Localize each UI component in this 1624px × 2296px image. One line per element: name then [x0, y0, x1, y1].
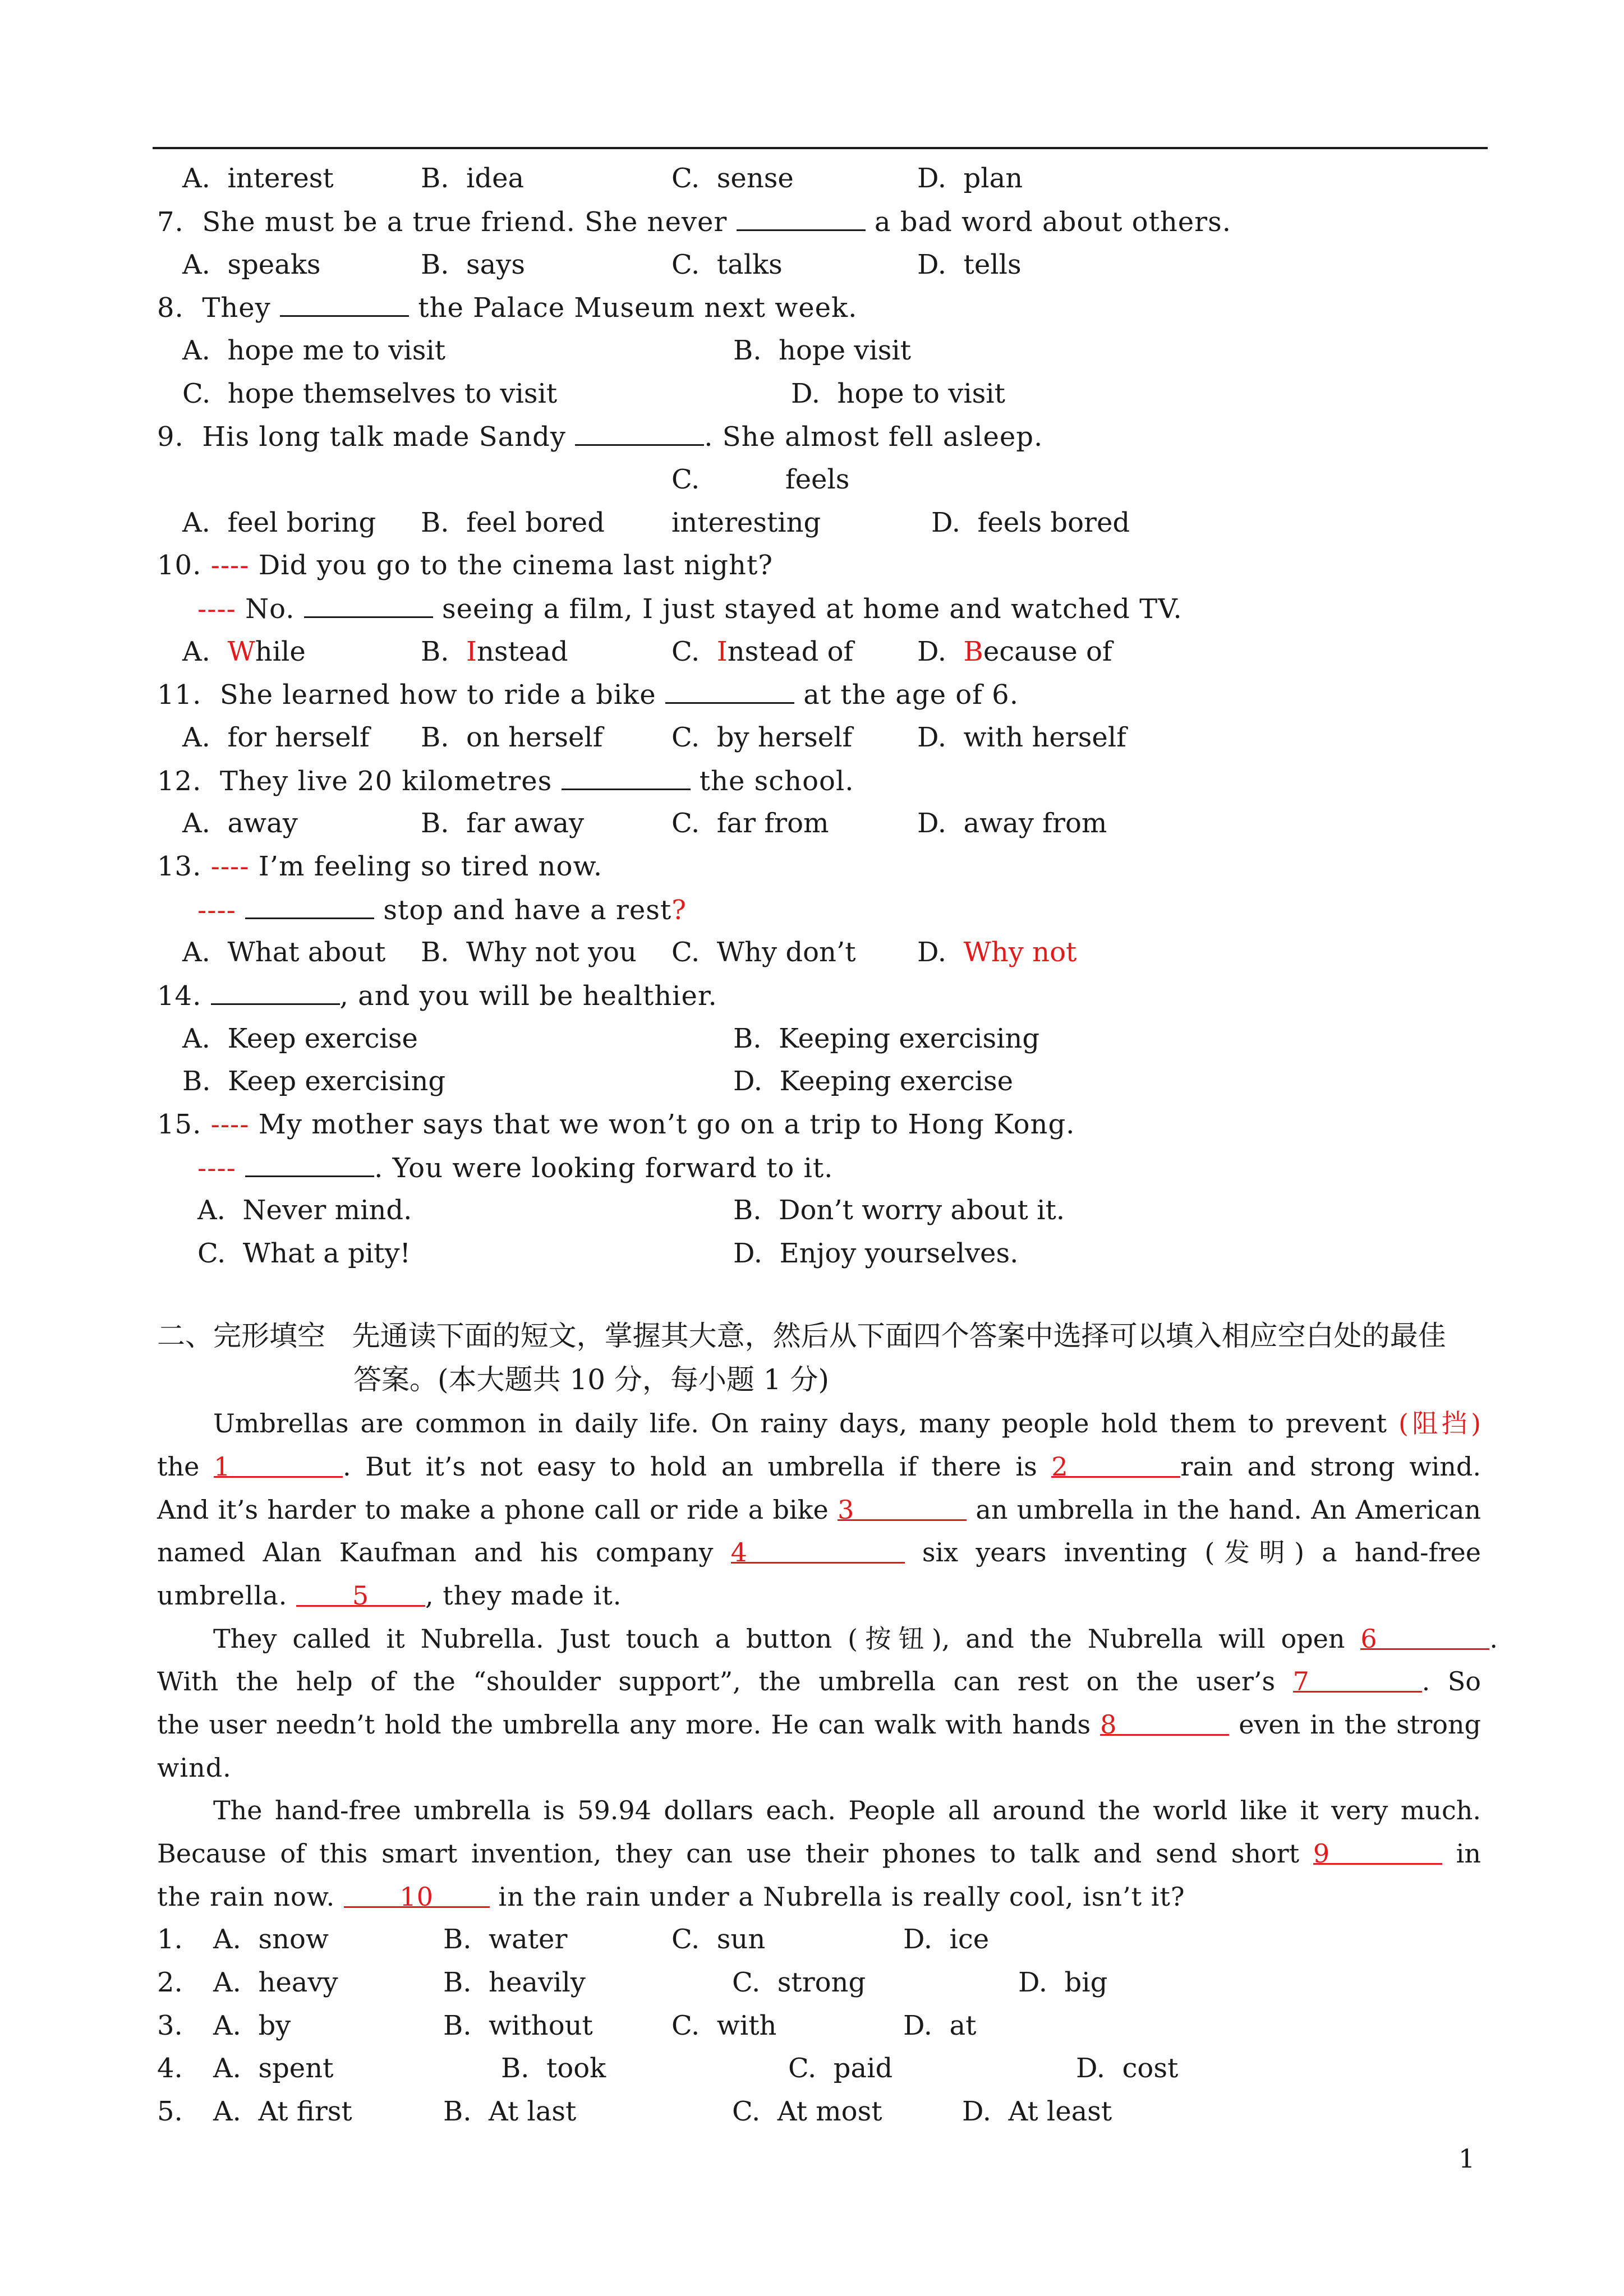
cloze-q3-option-c: C. with	[671, 2010, 777, 2041]
cloze-blank-3: 3	[838, 1495, 967, 1521]
q12-option-d: D. away from	[917, 808, 1107, 839]
cloze-q3-option-b: B. without	[443, 2010, 593, 2041]
q10-reply: ---- No. seeing a film, I just stayed at home and watched TV.	[197, 592, 1183, 626]
cloze-q1-option-c: C. sun	[671, 1924, 766, 1955]
cloze-blank-5: 5	[296, 1580, 425, 1607]
q8-option-a: A. hope me to visit	[182, 335, 446, 366]
q7-option-a: A. speaks	[182, 249, 321, 280]
cloze-q2-number: 2.	[157, 1967, 183, 1998]
cloze-q2-option-c: C. strong	[732, 1967, 866, 1998]
q15-option-a: A. Never mind.	[197, 1195, 412, 1226]
cloze-q5-option-c: C. At most	[732, 2096, 882, 2127]
cloze-p2-line4: wind.	[157, 1753, 232, 1783]
q10-option-a: A. While	[182, 636, 306, 667]
cloze-blank-1: 1	[214, 1451, 343, 1478]
q9-option-c-line1: C. feels	[671, 464, 850, 495]
q15-question: 15. ---- My mother says that we won’t go on a trip to Hong Kong.	[157, 1109, 1075, 1140]
q6-option-b: B. idea	[421, 163, 525, 194]
q12-option-a: A. away	[182, 808, 298, 839]
q9-option-b: B. feel bored	[421, 507, 605, 538]
header-rule	[153, 147, 1488, 149]
cloze-p2-line3: the user needn’t hold the umbrella any more. He can walk with hands 8 even in the strong	[157, 1709, 1481, 1740]
q8-option-d: D. hope to visit	[791, 378, 1005, 409]
q12-stem: 12. They live 20 kilometres the school.	[157, 764, 854, 798]
cloze-blank-7: 7	[1293, 1666, 1422, 1693]
cloze-q4-option-a: A. spent	[213, 2053, 334, 2084]
cloze-q1-option-d: D. ice	[903, 1924, 990, 1955]
q12-option-b: B. far away	[421, 808, 585, 839]
q13-reply: ---- stop and have a rest?	[197, 893, 687, 927]
cloze-blank-10: 10	[344, 1882, 490, 1908]
cloze-q5-option-d: D. At least	[962, 2096, 1112, 2127]
cloze-q1-number: 1.	[157, 1924, 183, 1955]
q13-option-c: C. Why don’t	[671, 937, 856, 968]
q6-option-c: C. sense	[671, 163, 794, 194]
q8-option-c: C. hope themselves to visit	[182, 378, 558, 409]
cloze-p3-line2: Because of this smart invention, they can use their phones to talk and send short 9 in	[157, 1838, 1481, 1869]
cloze-p3-line3: the rain now. 10 in the rain under a Nubrella is really cool, isn’t it?	[157, 1882, 1185, 1912]
cloze-heading-line1: 二、完形填空 先通读下面的短文，掌握其大意，然后从下面四个答案中选择可以填入相应空白处的最佳	[157, 1320, 1446, 1352]
cloze-blank-4: 4	[731, 1537, 905, 1564]
q10-option-b: B. Instead	[421, 636, 568, 667]
cloze-q4-option-b: B. took	[501, 2053, 606, 2084]
q11-option-a: A. for herself	[182, 722, 370, 753]
cloze-p1-line3: And it’s harder to make a phone call or ride a bike 3 an umbrella in the hand. An American	[157, 1495, 1481, 1525]
q13-option-d: D. Why not	[917, 937, 1077, 968]
q15-option-b: B. Don’t worry about it.	[733, 1195, 1065, 1226]
page-number: 1	[1459, 2143, 1475, 2174]
q13-option-b: B. Why not you	[421, 937, 637, 968]
cloze-q2-option-a: A. heavy	[213, 1967, 338, 1998]
q14-option-a: A. Keep exercise	[182, 1023, 418, 1054]
cloze-q3-number: 3.	[157, 2010, 183, 2041]
q8-stem: 8. They the Palace Museum next week.	[157, 291, 857, 325]
q7-option-c: C. talks	[671, 249, 783, 280]
cloze-q1-option-b: B. water	[443, 1924, 568, 1955]
cloze-p1-line4: named Alan Kaufman and his company 4 six years inventing (发明) a hand-free	[157, 1537, 1481, 1567]
cloze-p1-line2: the 1 . But it’s not easy to hold an umbrella if there is 2 rain and strong wind.	[157, 1451, 1481, 1482]
cloze-q1-option-a: A. snow	[213, 1924, 329, 1955]
q11-stem: 11. She learned how to ride a bike at the age of 6.	[157, 677, 1019, 712]
cloze-p1-line1: Umbrellas are common in daily life. On rainy days, many people hold them to prevent (阻挡)	[213, 1408, 1481, 1439]
cloze-q5-option-b: B. At last	[443, 2096, 577, 2127]
cloze-blank-9: 9	[1313, 1838, 1442, 1865]
cloze-q2-option-b: B. heavily	[443, 1967, 586, 1998]
cloze-blank-8: 8	[1100, 1709, 1229, 1736]
q10-option-d: D. Because of	[917, 636, 1112, 667]
cloze-q3-option-d: D. at	[903, 2010, 977, 2041]
q11-option-b: B. on herself	[421, 722, 603, 753]
cloze-blank-6: 6	[1360, 1624, 1489, 1650]
q14-option-b: B. Keeping exercising	[733, 1023, 1040, 1054]
cloze-q5-number: 5.	[157, 2096, 183, 2127]
q11-option-d: D. with herself	[917, 722, 1126, 753]
cloze-q4-option-c: C. paid	[788, 2053, 893, 2084]
q6-option-d: D. plan	[917, 163, 1023, 194]
cloze-blank-2: 2	[1051, 1451, 1180, 1478]
q10-question: 10. ---- Did you go to the cinema last night?	[157, 550, 773, 581]
cloze-p3-line1: The hand-free umbrella is 59.94 dollars each. People all around the world like it very much.	[213, 1795, 1481, 1825]
cloze-p2-line1: They called it Nubrella. Just touch a button (按钮), and the Nubrella will open 6 .	[213, 1624, 1498, 1654]
cloze-q4-number: 4.	[157, 2053, 183, 2084]
q11-option-c: C. by herself	[671, 722, 853, 753]
q15-option-d: D. Enjoy yourselves.	[733, 1238, 1019, 1269]
q9-stem: 9. His long talk made Sandy . She almost fell asleep.	[157, 419, 1043, 454]
q8-option-b: B. hope visit	[733, 335, 911, 366]
q7-option-b: B. says	[421, 249, 526, 280]
cloze-p2-line2: With the help of the “shoulder support”, the umbrella can rest on the user’s 7 . So	[157, 1666, 1481, 1696]
q6-option-a: A. interest	[182, 163, 334, 194]
q14-option-d: D. Keeping exercise	[733, 1066, 1014, 1097]
cloze-q5-option-a: A. At first	[213, 2096, 352, 2127]
q14-option-c: B. Keep exercising	[182, 1066, 446, 1097]
cloze-heading-line2: 答案。(本大题共 10 分，每小题 1 分)	[353, 1363, 830, 1396]
q10-option-c: C. Instead of	[671, 636, 854, 667]
q14-stem: 14. , and you will be healthier.	[157, 979, 717, 1013]
q13-option-a: A. What about	[182, 937, 386, 968]
cloze-p1-line5: umbrella. 5 , they made it.	[157, 1580, 622, 1611]
q12-option-c: C. far from	[671, 808, 829, 839]
cloze-q3-option-a: A. by	[213, 2010, 291, 2041]
q9-option-c-line2: interesting	[671, 507, 821, 538]
q9-option-d: D. feels bored	[931, 507, 1130, 538]
cloze-q4-option-d: D. cost	[1076, 2053, 1179, 2084]
q13-question: 13. ---- I’m feeling so tired now.	[157, 851, 603, 882]
q7-option-d: D. tells	[917, 249, 1022, 280]
q15-option-c: C. What a pity!	[197, 1238, 411, 1269]
q9-option-a: A. feel boring	[182, 507, 376, 538]
cloze-q2-option-d: D. big	[1018, 1967, 1108, 1998]
q7-stem: 7. She must be a true friend. She never a bad word about others.	[157, 205, 1231, 239]
q15-reply: ---- . You were looking forward to it.	[197, 1151, 833, 1185]
